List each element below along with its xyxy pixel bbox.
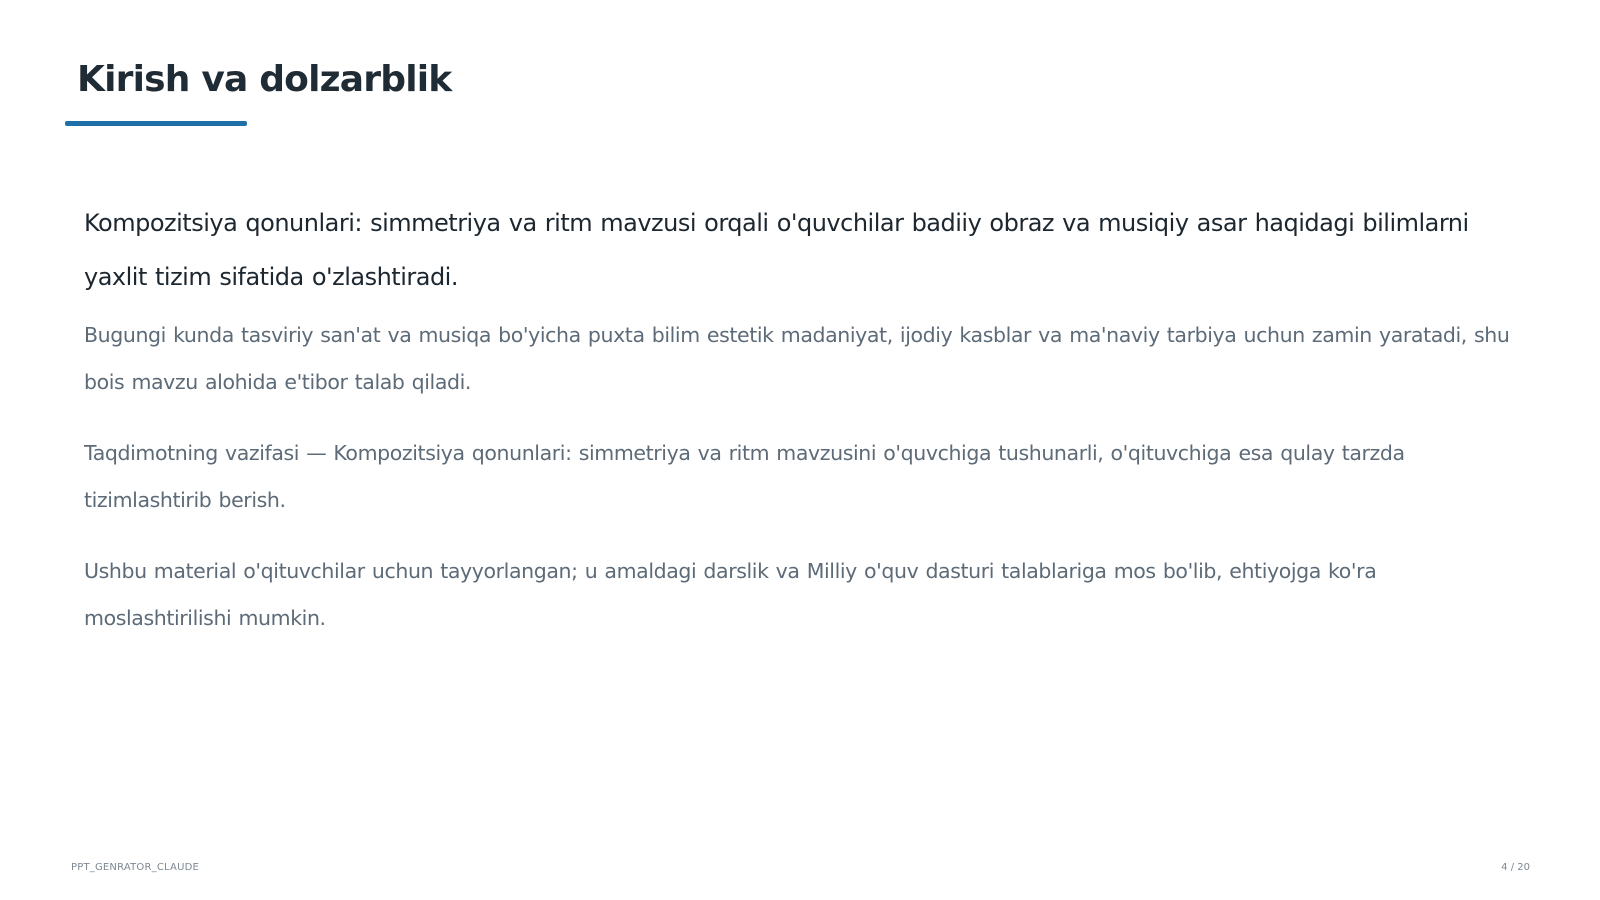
slide-title: Kirish va dolzarblik [77, 59, 452, 100]
title-underline [65, 121, 247, 126]
lead-paragraph: Kompozitsiya qonunlari: simmetriya va ritm mavzusi orqali o'quvchilar badiiy obraz va musiqiy asar haqidagi bilimlarni yaxlit tizim sifatida o'zlashtiradi. [84, 209, 1469, 291]
page-number: 4 / 20 [1501, 862, 1530, 873]
body-paragraph-2: Taqdimotning vazifasi — Kompozitsiya qonunlari: simmetriya va ritm mavzusini o'quvchiga tushunarli, o'qituvchiga esa qulay tarzda tizimlashtirib berish. [84, 441, 1405, 512]
footer-brand: PPT_GENRATOR_CLAUDE [71, 862, 200, 873]
body-paragraph-1: Bugungi kunda tasviriy san'at va musiqa bo'yicha puxta bilim estetik madaniyat, ijodiy kasblar va ma'naviy tarbiya uchun zamin yaratadi, shu bois mavzu alohida e'tibor talab qiladi. [84, 323, 1510, 394]
slide-content [84, 196, 1524, 666]
body-paragraph-3: Ushbu material o'qituvchilar uchun tayyorlangan; u amaldagi darslik va Milliy o'quv dasturi talablariga mos bo'lib, ehtiyojga ko'ra moslashtirilishi mumkin. [84, 559, 1377, 630]
